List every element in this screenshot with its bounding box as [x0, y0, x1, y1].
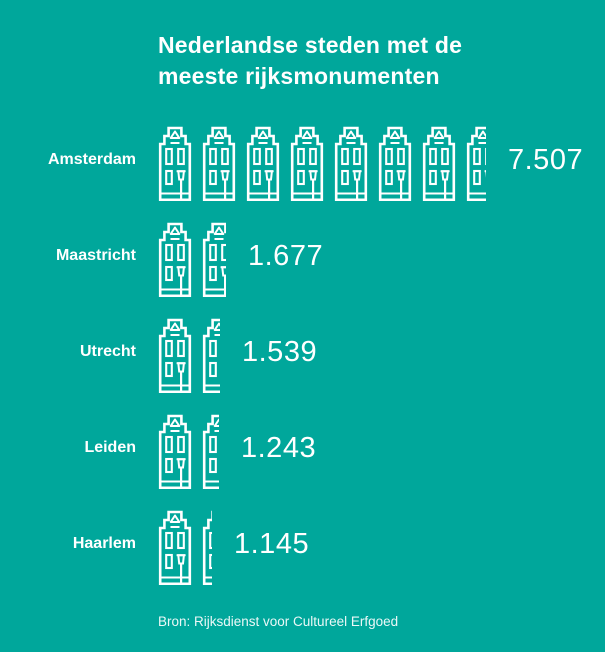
city-row — [0, 496, 605, 592]
source-note: Bron: Rijksdienst voor Cultureel Erfgoed — [158, 614, 399, 629]
value-label: 7.507 — [508, 143, 584, 176]
city-row — [0, 208, 605, 304]
city-label: Haarlem — [72, 535, 136, 552]
chart-title — [158, 30, 605, 92]
building-icons — [158, 311, 220, 393]
city-row — [0, 400, 605, 496]
city-label: Utrecht — [79, 343, 136, 360]
canal-house-icon — [466, 119, 486, 201]
building-icons — [158, 407, 219, 489]
canal-house-icon-partial — [202, 503, 212, 585]
canal-house-icon — [290, 119, 324, 201]
chart-rows — [0, 112, 605, 592]
canal-house-icon-partial — [202, 407, 219, 489]
canal-house-icon — [202, 311, 220, 393]
city-label: Maastricht — [55, 247, 136, 264]
canal-house-icon — [246, 119, 280, 201]
canal-house-icon — [158, 311, 192, 393]
canal-house-icon — [158, 215, 192, 297]
city-label: Leiden — [84, 439, 136, 456]
canal-house-icon — [202, 407, 219, 489]
canal-house-icon — [158, 407, 192, 489]
canal-house-icon-partial — [202, 311, 220, 393]
canal-house-icon — [202, 119, 236, 201]
canal-house-icon-partial — [466, 119, 486, 201]
chart-title-line1: Nederlandse steden met de — [158, 32, 463, 58]
canal-house-icon — [202, 503, 212, 585]
city-label: Amsterdam — [47, 151, 136, 168]
value-label: 1.539 — [242, 335, 318, 368]
canal-house-icon — [378, 119, 412, 201]
building-icons — [158, 119, 486, 201]
chart-title-line2: meeste rijksmonumenten — [158, 63, 440, 89]
value-label: 1.145 — [234, 527, 310, 560]
city-row — [0, 112, 605, 208]
canal-house-icon — [158, 119, 192, 201]
canal-house-icon — [158, 503, 192, 585]
building-icons — [158, 215, 226, 297]
canal-house-icon — [202, 215, 226, 297]
value-label: 1.243 — [241, 431, 317, 464]
building-icons — [158, 503, 212, 585]
canal-house-icon — [334, 119, 368, 201]
value-label: 1.677 — [248, 239, 324, 272]
city-row — [0, 304, 605, 400]
canal-house-icon — [422, 119, 456, 201]
canal-house-icon-partial — [202, 215, 226, 297]
